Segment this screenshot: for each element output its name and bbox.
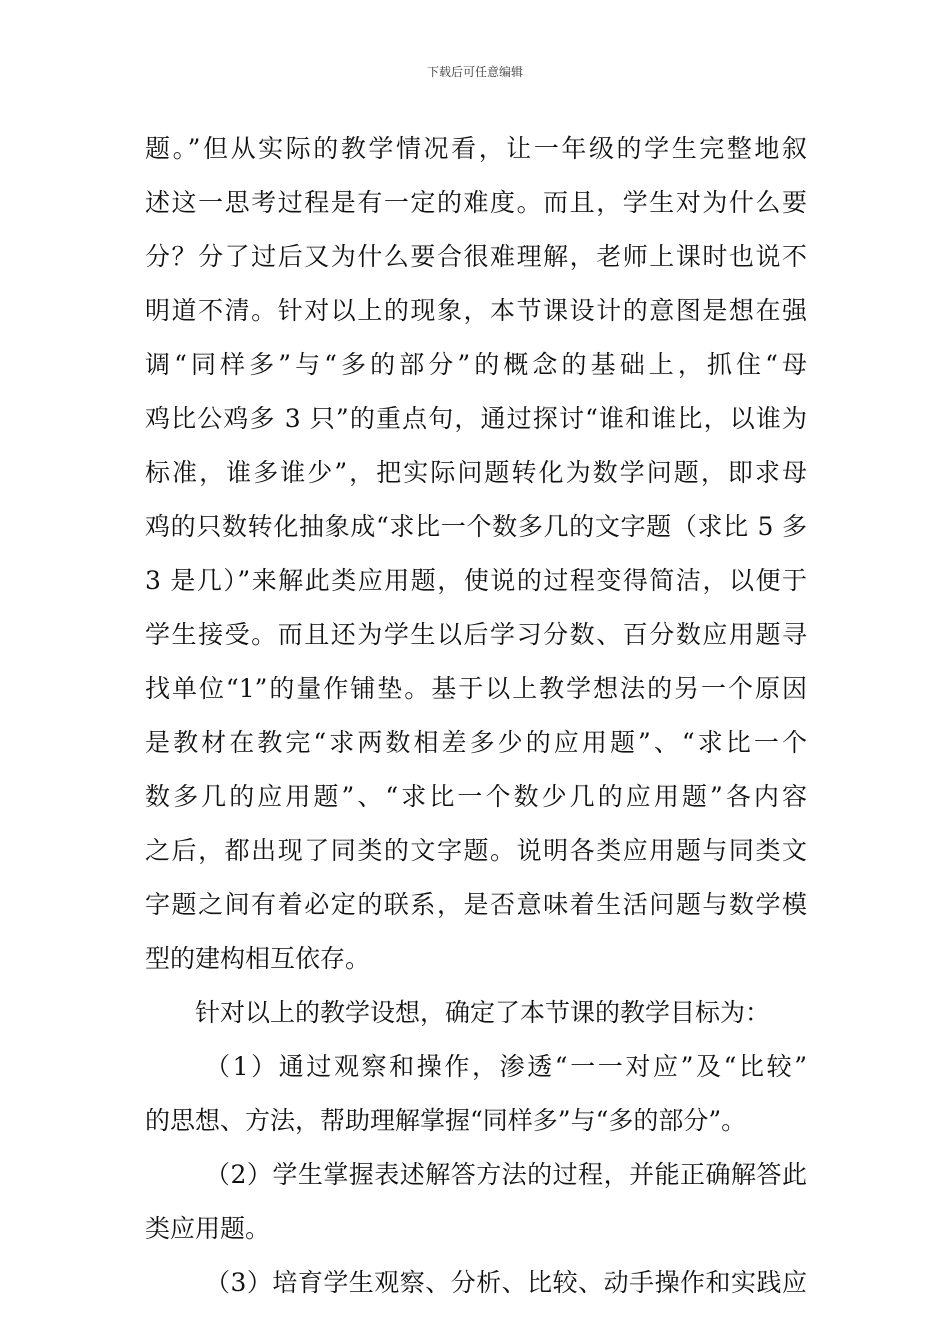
text-line: 明道不清。针对以上的现象，本节课设计的意图是想在强: [145, 296, 807, 325]
text-line: 针对以上的教学设想，确定了本节课的教学目标为：: [195, 998, 771, 1027]
text-line: 之后，都出现了同类的文字题。说明各类应用题与同类文: [145, 836, 807, 865]
text-line: 学生接受。而且还为学生以后学习分数、百分数应用题寻: [145, 620, 807, 649]
text-line: （1）通过观察和操作，渗透“一一对应”及“比较”: [205, 1052, 807, 1081]
text-line: 3 是几）”来解此类应用题，使说的过程变得简洁，以便于: [145, 566, 807, 595]
objective-item: [145, 1264, 807, 1318]
objective-item: [145, 1048, 807, 1156]
text-line: 数多几的应用题”、“求比一个数少几的应用题”各内容: [145, 782, 807, 811]
text-line: 鸡的只数转化抽象成“求比一个数多几的文字题（求比 5 多: [145, 512, 807, 541]
text-line: 是教材在教完“求两数相差多少的应用题”、“求比一个: [145, 728, 807, 757]
text-line: 述这一思考过程是有一定的难度。而且，学生对为什么要: [145, 188, 807, 217]
paragraph: [145, 994, 807, 1048]
text-line: 找单位“1”的量作铺垫。基于以上教学想法的另一个原因: [145, 674, 807, 703]
text-line: （3）培育学生观察、分析、比较、动手操作和实践应: [205, 1268, 807, 1297]
text-line: 标准，谁多谁少”，把实际问题转化为数学问题，即求母: [145, 458, 807, 487]
page-header: 下载后可任意编辑: [426, 65, 523, 79]
text-line: 题。”但从实际的教学情况看，让一年级的学生完整地叙: [145, 134, 807, 163]
text-line: 类应用题。: [145, 1214, 271, 1243]
objective-item: [145, 1156, 807, 1264]
text-line: 鸡比公鸡多 3 只”的重点句，通过探讨“谁和谁比，以谁为: [145, 404, 807, 433]
text-line: 型的建构相互依存。: [145, 944, 371, 973]
text-line: （2）学生掌握表述解答方法的过程，并能正确解答此: [205, 1160, 807, 1189]
paragraph: [145, 130, 807, 994]
text-line: 分？分了过后又为什么要合很难理解，老师上课时也说不: [145, 242, 807, 271]
text-line: 调“同样多”与“多的部分”的概念的基础上，抓住“母: [145, 350, 807, 379]
text-line: 的思想、方法，帮助理解掌握“同样多”与“多的部分”。: [145, 1106, 747, 1135]
document-body: [145, 130, 807, 1318]
text-line: 字题之间有着必定的联系，是否意味着生活问题与数学模: [145, 890, 807, 919]
